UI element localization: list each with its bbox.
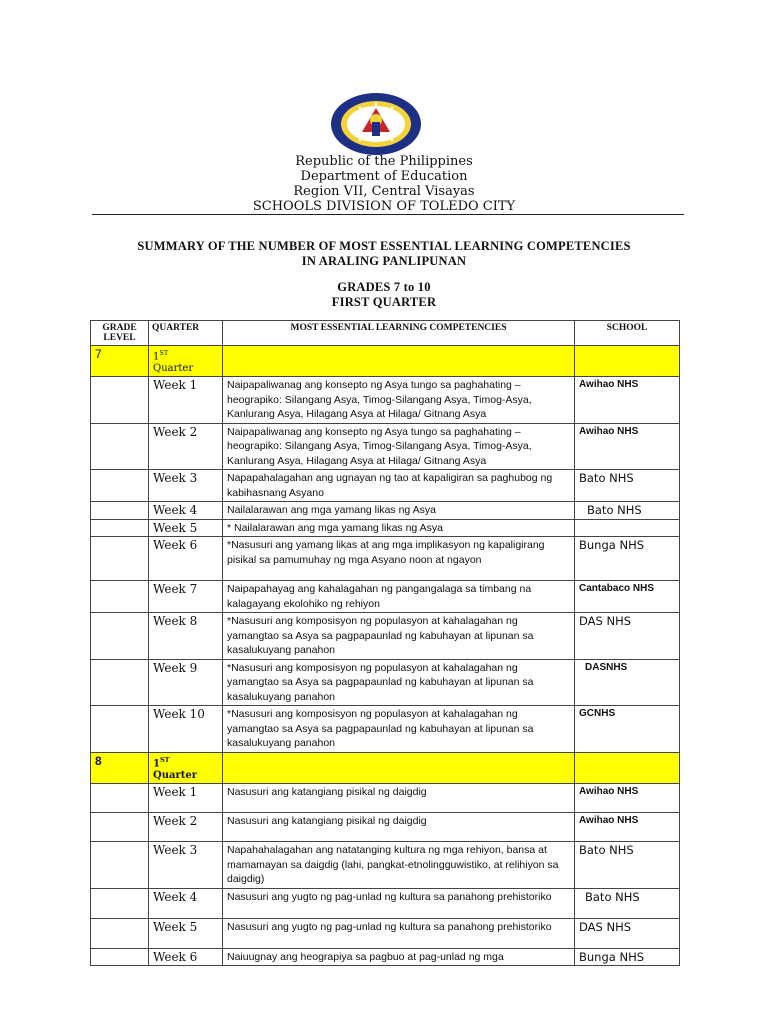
grade-empty-cell <box>223 752 575 783</box>
grade-number: 7 <box>91 346 149 377</box>
quarter-number: 1 <box>153 351 160 363</box>
week-cell: Week 3 <box>149 842 223 889</box>
grade-quarter <box>149 346 223 377</box>
grade-cell <box>91 470 149 502</box>
school-cell: Bunga NHS <box>575 948 680 966</box>
grade-row-7 <box>91 346 680 377</box>
deped-seal-icon <box>330 92 422 156</box>
school-cell: Cantabaco NHS <box>575 581 680 613</box>
week-cell: Week 6 <box>149 948 223 966</box>
header-department: Department of Education <box>300 169 468 184</box>
quarter-word: Quarter <box>153 363 194 375</box>
school-cell: Bato NHS <box>575 888 680 918</box>
grade-cell <box>91 377 149 424</box>
letterhead <box>0 154 768 214</box>
grade-cell <box>91 813 149 842</box>
school-cell: Awihao NHS <box>575 377 680 424</box>
header-region: Region VII, Central Visayas <box>293 184 475 199</box>
grade-cell <box>91 706 149 753</box>
table-header-row <box>91 321 680 346</box>
header-competencies: MOST ESSENTIAL LEARNING COMPETENCIES <box>223 321 575 346</box>
grade-empty-cell <box>575 752 680 783</box>
competency-cell: Naipapaliwanag ang konsepto ng Asya tungo sa paghahating – heograpiko: Silangang Asya, Timog-Silangang Asya, Timog-Asya, Kanlurang Asya, Hilagang Asya at Hilaga/ Gitnang Asya <box>223 377 575 424</box>
table-row <box>91 581 680 613</box>
grade-cell <box>91 784 149 813</box>
table-row <box>91 813 680 842</box>
week-cell: Week 5 <box>149 519 223 537</box>
competency-cell: Nasusuri ang yugto ng pag-unlad ng kultura sa panahong prehistoriko <box>223 918 575 948</box>
quarter-suffix: ST <box>159 755 170 764</box>
school-cell: DAS NHS <box>575 918 680 948</box>
week-cell: Week 2 <box>149 813 223 842</box>
header-division: SCHOOLS DIVISION OF TOLEDO CITY <box>252 199 516 214</box>
header-grade-level: GRADE LEVEL <box>91 321 149 346</box>
competency-cell: Napahahalagahan ang natatanging kultura ng mga rehiyon, bansa at mamamayan sa daigdig (lahi, pangkat-etnolingguwistiko, at relihiyon sa daigdig) <box>223 842 575 889</box>
grade-cell <box>91 581 149 613</box>
school-cell: Awihao NHS <box>575 423 680 470</box>
grade-cell <box>91 918 149 948</box>
competency-cell: *Nasusuri ang yamang likas at ang mga implikasyon ng kapaligirang pisikal sa pamumuhay ng mga Asyano noon at ngayon <box>223 537 575 581</box>
competency-cell: Nasusuri ang katangiang pisikal ng daigdig <box>223 784 575 813</box>
grade-cell <box>91 659 149 706</box>
school-cell: Bunga NHS <box>575 537 680 581</box>
week-cell: Week 5 <box>149 918 223 948</box>
document-title <box>0 239 768 269</box>
quarter-number: 1 <box>153 758 160 770</box>
title-quarter: FIRST QUARTER <box>331 295 437 309</box>
grade-cell <box>91 519 149 537</box>
grade-empty-cell <box>223 346 575 377</box>
grade-cell <box>91 888 149 918</box>
week-cell: Week 4 <box>149 502 223 520</box>
grade-row-8 <box>91 752 680 783</box>
title-grades: GRADES 7 to 10 <box>337 280 431 294</box>
header-divider <box>92 214 684 215</box>
competency-cell: Naiuugnay ang heograpiya sa pagbuo at pag-unlad ng mga <box>223 948 575 966</box>
header-school: SCHOOL <box>575 321 680 346</box>
table-row <box>91 470 680 502</box>
grade-empty-cell <box>575 346 680 377</box>
week-cell: Week 7 <box>149 581 223 613</box>
week-cell: Week 8 <box>149 613 223 660</box>
grade-cell <box>91 537 149 581</box>
table-row <box>91 948 680 966</box>
grade-cell <box>91 502 149 520</box>
title-line-1: SUMMARY OF THE NUMBER OF MOST ESSENTIAL LEARNING COMPETENCIES <box>137 239 631 253</box>
week-cell: Week 1 <box>149 784 223 813</box>
table-row <box>91 784 680 813</box>
week-cell: Week 6 <box>149 537 223 581</box>
grade-cell <box>91 842 149 889</box>
header-republic: Republic of the Philippines <box>295 154 473 169</box>
competency-cell: *Nasusuri ang komposisyon ng populasyon at kahalagahan ng yamangtao sa Asya sa pagpapaunlad ng kabuhayan at lipunan sa kasalukuyang panahon <box>223 613 575 660</box>
competency-cell: Napapahalagahan ang ugnayan ng tao at kapaligiran sa paghubog ng kabihasnang Asyano <box>223 470 575 502</box>
table-row <box>91 377 680 424</box>
week-cell: Week 4 <box>149 888 223 918</box>
header-quarter: QUARTER <box>149 321 223 346</box>
school-cell: Awihao NHS <box>575 813 680 842</box>
table-row <box>91 423 680 470</box>
table-row <box>91 502 680 520</box>
quarter-suffix: ST <box>159 349 169 357</box>
school-cell: Bato NHS <box>575 470 680 502</box>
competency-cell: Nasusuri ang katangiang pisikal ng daigdig <box>223 813 575 842</box>
competency-cell: * Nailalarawan ang mga yamang likas ng Asya <box>223 519 575 537</box>
school-cell: Awihao NHS <box>575 784 680 813</box>
table-row <box>91 888 680 918</box>
table-row <box>91 706 680 753</box>
school-cell: Bato NHS <box>575 842 680 889</box>
school-cell <box>575 519 680 537</box>
title-line-2: IN ARALING PANLIPUNAN <box>301 254 467 268</box>
table-row <box>91 613 680 660</box>
competency-cell: Naipapaliwanag ang konsepto ng Asya tungo sa paghahating – heograpiko: Silangang Asya, Timog-Silangang Asya, Timog-Asya, Kanlurang Asya, Hilagang Asya at Hilaga/ Gitnang Asya <box>223 423 575 470</box>
grade-cell <box>91 423 149 470</box>
week-cell: Week 9 <box>149 659 223 706</box>
school-cell: GCNHS <box>575 706 680 753</box>
competency-cell: Nasusuri ang yugto ng pag-unlad ng kultura sa panahong prehistoriko <box>223 888 575 918</box>
grade-quarter <box>149 752 223 783</box>
quarter-word: Quarter <box>153 770 197 782</box>
table-row <box>91 918 680 948</box>
competency-cell: Naipapahayag ang kahalagahan ng pangangalaga sa timbang na kalagayang ekolohiko ng rehiyon <box>223 581 575 613</box>
competency-cell: Nailalarawan ang mga yamang likas ng Asya <box>223 502 575 520</box>
grade-number: 8 <box>91 752 149 783</box>
grade-cell <box>91 613 149 660</box>
week-cell: Week 1 <box>149 377 223 424</box>
competency-cell: *Nasusuri ang komposisyon ng populasyon at kahalagahan ng yamangtao sa Asya sa pagpapaunlad ng kabuhayan at lipunan sa kasalukuyang panahon <box>223 706 575 753</box>
grade-cell <box>91 948 149 966</box>
document-subtitle <box>0 280 768 310</box>
competency-cell: *Nasusuri ang komposisyon ng populasyon at kahalagahan ng yamangtao sa Asya sa pagpapaunlad ng kabuhayan at lipunan sa kasalukuyang panahon <box>223 659 575 706</box>
table-row <box>91 842 680 889</box>
competencies-table <box>90 320 680 966</box>
school-cell: DAS NHS <box>575 613 680 660</box>
table-row <box>91 519 680 537</box>
school-cell: Bato NHS <box>575 502 680 520</box>
week-cell: Week 3 <box>149 470 223 502</box>
week-cell: Week 10 <box>149 706 223 753</box>
table-row <box>91 659 680 706</box>
week-cell: Week 2 <box>149 423 223 470</box>
table-row <box>91 537 680 581</box>
school-cell: DASNHS <box>575 659 680 706</box>
